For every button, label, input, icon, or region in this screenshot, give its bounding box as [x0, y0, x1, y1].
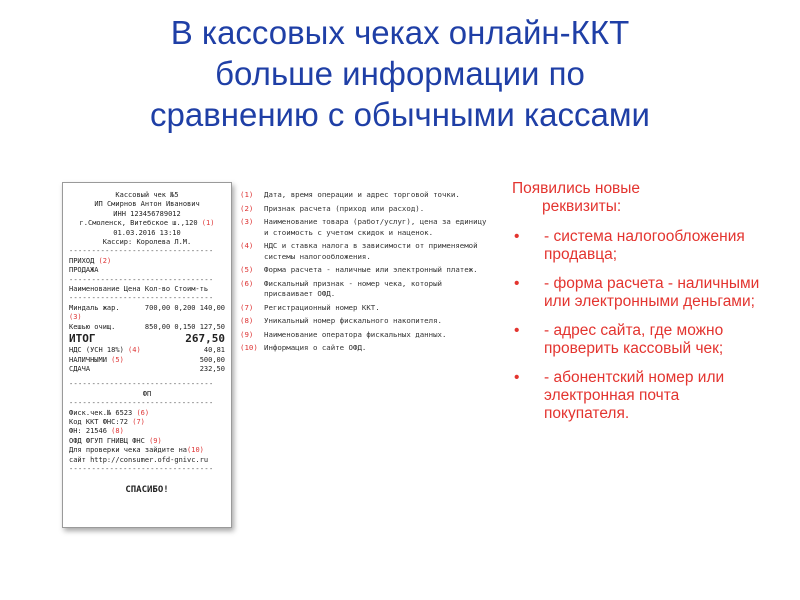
title-line-1: В кассовых чеках онлайн-ККТ [170, 14, 630, 51]
bullet-icon: • [514, 275, 520, 292]
receipt-ofd: ОФД ФГУП ГНИВЦ ФНС (9) [69, 436, 162, 445]
receipt-header-3: ИНН 123456789012 [113, 209, 181, 218]
receipt-item-num: (3) [69, 313, 82, 322]
legend-item: (10) Информация о сайте ОФД. [240, 343, 367, 352]
bullet-icon: • [514, 228, 520, 245]
list-item: • - абонентский номер или электронная почта покупателя. [514, 369, 725, 422]
receipt-separator: -------------------------------- [69, 399, 214, 408]
receipt-item-2: Кешью очищ. 850,00 0,150 127,50 [69, 322, 225, 331]
new-requisites-list [512, 180, 762, 434]
slide-title [20, 12, 780, 135]
receipt-kkt-code: Код ККТ ФНС:72 (7) [69, 417, 145, 426]
title-line-3: сравнению с обычными кассами [150, 96, 650, 133]
legend-item: (6) Фискальный признак - номер чека, который присваивает ОФД. [240, 278, 442, 298]
legend-item: (1) Дата, время операции и адрес торговой точки. [240, 190, 460, 199]
receipt-address: г.Смоленск, Витебское ш.,120 (1) [79, 219, 215, 228]
receipt-change: СДАЧА 232,50 [69, 364, 225, 373]
receipt-separator: -------------------------------- [69, 380, 214, 389]
title-line-2: больше информации по [215, 55, 585, 92]
receipt-cash: НАЛИЧНЫМИ (5) 500,00 [69, 355, 225, 364]
receipt-fp: ФП [142, 389, 152, 398]
legend-item: (9) Наименование оператора фискальных данных. [240, 329, 447, 339]
bullet-icon: • [514, 369, 520, 386]
list-item: • - форма расчета - наличными или электронными деньгами; [514, 275, 760, 310]
list-item: • - адрес сайта, где можно проверить кассовый чек; [514, 322, 724, 357]
receipt-separator: -------------------------------- [69, 247, 214, 256]
receipt-separator: -------------------------------- [69, 464, 214, 473]
receipt-income: ПРИХОД (2) [69, 256, 112, 265]
receipt-total: ИТОГ 267,50 [69, 332, 225, 346]
receipt-thanks: СПАСИБО! [125, 485, 169, 496]
legend-item: (5) Форма расчета - наличные или электронный платеж. [240, 265, 478, 274]
list-heading: Появились новые реквизиты: [512, 180, 641, 215]
receipt-separator: -------------------------------- [69, 294, 214, 303]
bullet-icon: • [514, 322, 520, 339]
receipt-datetime: 01.03.2016 13:10 [113, 228, 181, 237]
receipt-separator: -------------------------------- [69, 275, 214, 284]
receipt-vat: НДС (УСН 18%) (4) 40,81 [69, 346, 225, 355]
legend-item: (7) Регистрационный номер ККТ. [240, 302, 380, 312]
list-item: • - система налогообложения продавца; [514, 228, 745, 263]
receipt-site: сайт http://consumer.ofd-gnivc.ru [69, 455, 209, 464]
receipt-columns: Наименование Цена Кол-во Стоим-ть [69, 285, 209, 294]
receipt-fiscal-sign: Фиск.чек.№ 6523 (6) [69, 408, 150, 417]
receipt-cashier: Кассир: Королева Л.М. [102, 238, 192, 247]
legend-item: (2) Признак расчета (приход или расход). [240, 203, 425, 213]
receipt-header-2: ИП Смирнов Антон Иванович [94, 200, 200, 209]
receipt-image [62, 182, 232, 528]
legend-item: (3) Наименование товара (работ/услуг), цена за единицу и стоимость с учетом скидок и наценок. [240, 217, 487, 237]
receipt-check-text: Для проверки чека зайдите на(10) [69, 446, 204, 455]
legend-item: (4) НДС и ставка налога в зависимости от применяемой системы налогообложения. [240, 241, 478, 261]
receipt-legend [240, 190, 495, 357]
legend-item: (8) Уникальный номер фискального накопителя. [240, 316, 442, 325]
receipt-header-1: Кассовый чек №5 [115, 191, 179, 199]
receipt-sale: ПРОДАЖА [69, 266, 99, 275]
receipt-fn: ФН: 21546 (8) [69, 427, 124, 436]
receipt-item-1: Миндаль жар. 700,00 0,200 140,00 [69, 303, 225, 312]
